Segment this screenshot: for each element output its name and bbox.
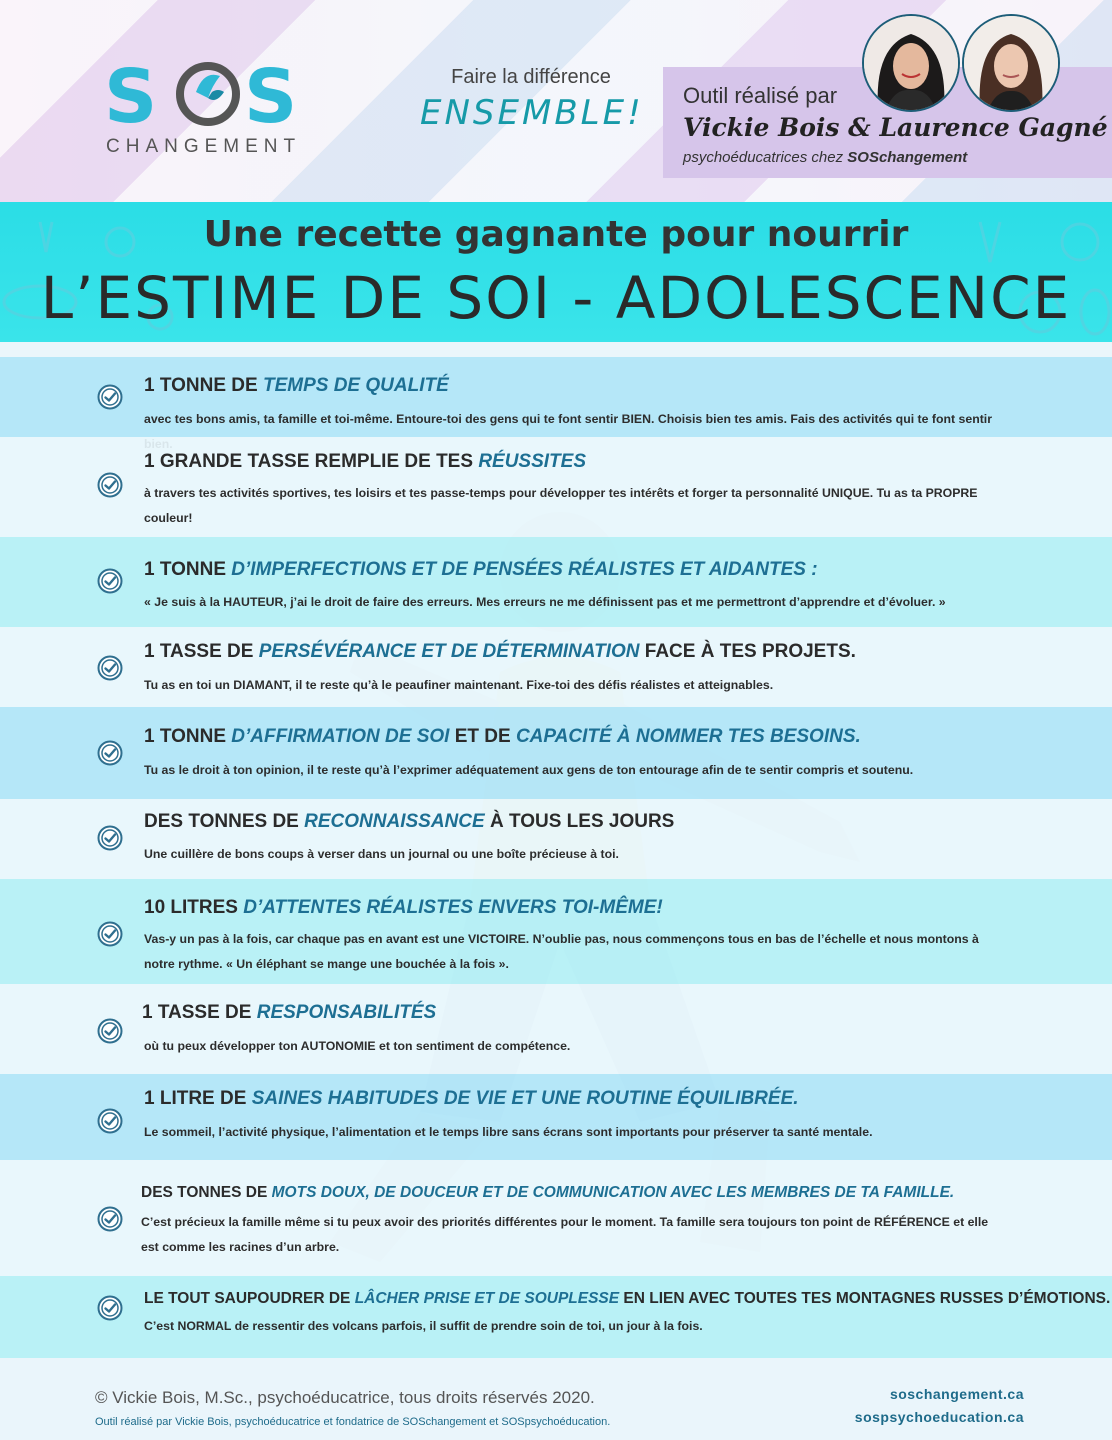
check-circle-icon — [97, 384, 123, 410]
item-description: avec tes bons amis, ta famille et toi-même. Entoure-toi des gens qui te font sentir BIEN. Choisis bien tes amis. Fais des activités qui te font sentir — [144, 412, 993, 426]
item-description: Tu as le droit à ton opinion, il te reste qu’à l’exprimer adéquatement aux gens de ton entourage afin de te sentir compris et soutenu. — [144, 763, 914, 777]
author-role — [683, 149, 967, 166]
item-title: 1 TONNE D’AFFIRMATION DE SOI ET DE CAPACITÉ À NOMMER TES BESOINS. — [144, 726, 861, 747]
title-line1: Une recette gagnante pour nourrir — [203, 214, 909, 255]
item-title: LE TOUT SAUPOUDRER DE LÂCHER PRISE ET DE SOUPLESSE EN LIEN AVEC TOUTES TES MONTAGNES RUSSES D’ÉMOTIONS. — [144, 1290, 1111, 1307]
tagline-top: Faire la différence — [451, 66, 611, 88]
check-circle-icon — [97, 1018, 123, 1044]
tagline — [420, 66, 642, 133]
website-link-soschangement[interactable]: soschangement.ca — [889, 1386, 1024, 1402]
list-item — [0, 707, 1112, 799]
author-names: Vickie Bois & Laurence Gagné — [683, 113, 1108, 142]
list-item — [0, 799, 1112, 879]
check-circle-icon — [97, 1206, 123, 1232]
list-item — [0, 984, 1112, 1074]
item-title: 1 LITRE DE SAINES HABITUDES DE VIE ET UNE ROUTINE ÉQUILIBRÉE. — [144, 1088, 799, 1109]
author-role-prefix: psychoéducatrices chez — [683, 149, 848, 166]
item-description: Vas-y un pas à la fois, car chaque pas en avant est une VICTOIRE. N’oublie pas, nous commençons tous en bas de l’échelle et nous montons à notre rythme. « Un éléphant se mange une bouchée à la fois ». — [144, 932, 979, 971]
list-item — [0, 437, 1112, 537]
author-label: Outil réalisé par — [683, 83, 838, 108]
title-band — [0, 202, 1112, 342]
item-title: 10 LITRES D’ATTENTES RÉALISTES ENVERS TOI-MÊME! — [144, 897, 663, 918]
check-circle-icon — [97, 740, 123, 766]
check-circle-icon — [97, 472, 123, 498]
item-title: 1 TASSE DE RESPONSABILITÉS — [142, 1002, 437, 1023]
copyright: © Vickie Bois, M.Sc., psychoéducatrice, tous droits réservés 2020. — [95, 1388, 595, 1407]
list-item — [0, 1276, 1112, 1358]
list-item — [0, 627, 1112, 707]
check-circle-icon — [97, 921, 123, 947]
item-title: 1 TONNE DE TEMPS DE QUALITÉ — [144, 375, 449, 396]
item-description: C’est précieux la famille même si tu peux avoir des priorités différentes pour le moment. Ta famille sera toujours ton point de RÉFÉRENCE et elle est comme les racines d’un arbre. — [141, 1215, 989, 1254]
item-description: Le sommeil, l’activité physique, l’alimentation et le temps libre sans écrans sont importants pour préserver ta santé mentale. — [144, 1125, 873, 1139]
item-title: DES TONNES DE MOTS DOUX, DE DOUCEUR ET DE COMMUNICATION AVEC LES MEMBRES DE TA FAMILLE. — [141, 1184, 955, 1201]
item-description: Une cuillère de bons coups à verser dans un journal ou une boîte précieuse à toi. — [144, 847, 619, 861]
page-title: L’ESTIME DE SOI - ADOLESCENCE — [40, 264, 1072, 332]
list-item — [0, 1074, 1112, 1160]
check-circle-icon — [97, 1108, 123, 1134]
logo-subtitle: CHANGEMENT — [106, 136, 302, 157]
item-title: 1 GRANDE TASSE REMPLIE DE TES RÉUSSITES — [144, 451, 587, 472]
check-circle-icon — [97, 825, 123, 851]
check-circle-icon — [97, 568, 123, 594]
svg-text:S: S — [244, 54, 298, 136]
list-item — [0, 537, 1112, 627]
item-title: DES TONNES DE RECONNAISSANCE À TOUS LES JOURS — [144, 811, 675, 832]
avatar-vickie — [862, 14, 960, 112]
website-link-sospsychoeducation[interactable]: sospsychoeducation.ca — [854, 1409, 1024, 1425]
tagline-main: ENSEMBLE! — [420, 93, 644, 133]
logo-mark — [104, 52, 314, 136]
list-item — [0, 1160, 1112, 1276]
header — [0, 0, 1112, 202]
avatar-laurence — [962, 14, 1060, 112]
svg-text:S: S — [104, 54, 158, 136]
item-description: Tu as en toi un DIAMANT, il te reste qu’à le peaufiner maintenant. Fixe-toi des défis réalistes et atteignables. — [144, 678, 774, 692]
list-item — [0, 357, 1112, 437]
list-item — [0, 879, 1112, 984]
credit-line: Outil réalisé par Vickie Bois, psychoéducatrice et fondatrice de SOSchangement et SOSpsychoéducation. — [95, 1416, 611, 1428]
item-description: « Je suis à la HAUTEUR, j’ai le droit de faire des erreurs. Mes erreurs ne me définissent pas et me permettront d’apprendre et d’évoluer. » — [144, 595, 946, 609]
item-description: à travers tes activités sportives, tes loisirs et tes passe-temps pour développer tes intérêts et forger ta personnalité UNIQUE. Tu as ta PROPRE couleur! — [144, 486, 978, 525]
item-title: 1 TASSE DE PERSÉVÉRANCE ET DE DÉTERMINATION FACE À TES PROJETS. — [144, 641, 856, 662]
item-description: où tu peux développer ton AUTONOMIE et ton sentiment de compétence. — [144, 1039, 571, 1053]
item-description: C’est NORMAL de ressentir des volcans parfois, il suffit de prendre soin de toi, un jour à la fois. — [144, 1319, 703, 1333]
author-role-org: SOSchangement — [847, 149, 968, 166]
check-circle-icon — [97, 1295, 123, 1321]
sos-logo[interactable] — [104, 52, 314, 162]
footer — [0, 1358, 1112, 1440]
item-title: 1 TONNE D’IMPERFECTIONS ET DE PENSÉES RÉALISTES ET AIDANTES : — [144, 559, 818, 580]
check-circle-icon — [97, 655, 123, 681]
